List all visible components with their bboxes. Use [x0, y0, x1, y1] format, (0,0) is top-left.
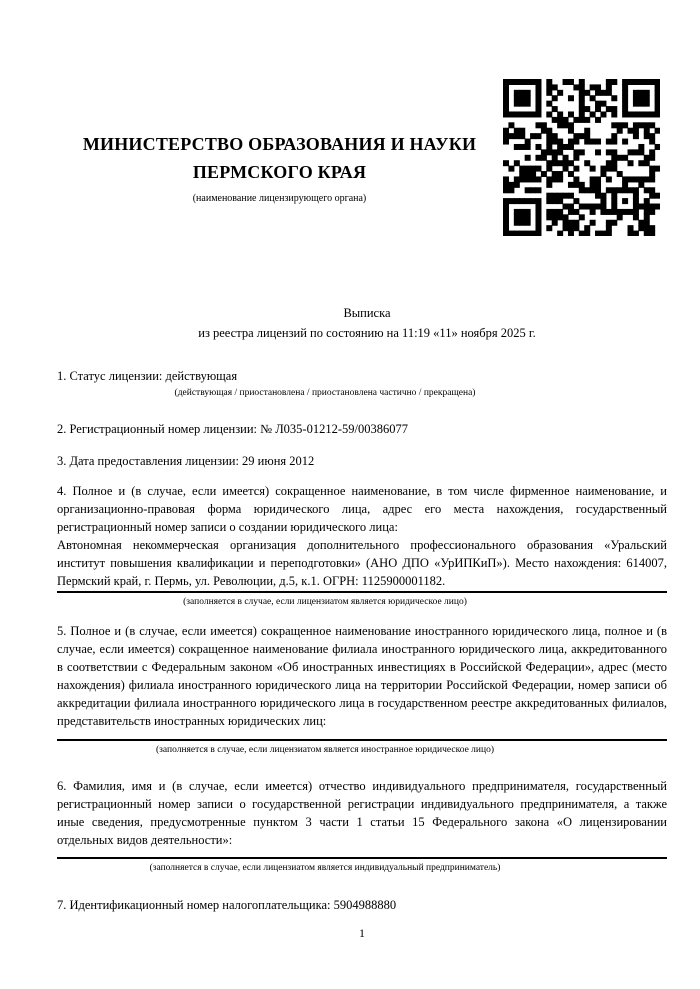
- document-title-line1: Выписка: [343, 306, 391, 320]
- item-legal-entity-info: [57, 482, 667, 609]
- item-individual-entrepreneur-info: [57, 777, 667, 875]
- individual-entrepreneur-note: (заполняется в случае, если лицензиатом является индивидуальный предприниматель): [149, 863, 501, 873]
- page-number: 1: [359, 926, 365, 940]
- license-grant-date-line: 3. Дата предоставления лицензии: 29 июня 2012: [57, 454, 315, 468]
- item-registration-number: [57, 420, 667, 438]
- foreign-entity-note: (заполняется в случае, если лицензиатом является иностранное юридическое лицо): [156, 745, 494, 755]
- taxpayer-id-line: 7. Идентификационный номер налогоплательщика: 5904988880: [57, 898, 397, 912]
- licensing-authority-header: [57, 130, 502, 204]
- item-taxpayer-id: [57, 896, 667, 914]
- ministry-name-line2: ПЕРМСКОГО КРАЯ: [192, 162, 367, 182]
- qr-code-icon: [503, 79, 660, 236]
- fill-in-line: [57, 857, 667, 859]
- legal-entity-note: (заполняется в случае, если лицензиатом является юридическое лицо): [183, 597, 467, 607]
- foreign-entity-label: 5. Полное и (в случае, если имеется) сокращенное наименование иностранного юридического лица, полное и (в случае, если имеется) сокращенное наименование филиала иностранного юридического лица, аккредитованного в соответствии с Федеральным законом «Об иностранных инвестициях в Российской Федерации», адрес (место нахождения) филиала иностранного юридического лица на территории Российской Федерации, номер записи об аккредитации филиала иностранного юридического лица в государственном реестре аккредитованных филиалов, представительств иностранных юридических лиц:: [57, 624, 667, 728]
- individual-entrepreneur-label: 6. Фамилия, имя и (в случае, если имеется) отчество индивидуального предпринимателя, государственный регистрационный номер записи о государственной регистрации индивидуального предпринимателя, а также иные сведения, предусмотренные пунктом 3 части 1 статьи 15 Федерального закона «О лицензировании отдельных видов деятельности»:: [57, 779, 667, 847]
- item-license-grant-date: [57, 452, 667, 470]
- license-status-line: 1. Статус лицензии: действующая: [57, 369, 238, 383]
- item-license-status: [57, 367, 667, 400]
- fill-in-line: [57, 739, 667, 741]
- legal-entity-label: 4. Полное и (в случае, если имеется) сокращенное наименование, в том числе фирменное наименование, и организационно-правовая форма юридического лица, адрес его места нахождения, государственный регистрационный номер записи о создании юридического лица:: [57, 484, 667, 534]
- document-title-line2: из реестра лицензий по состоянию на 11:19 «11» ноября 2025 г.: [198, 326, 536, 340]
- fill-in-line: [57, 591, 667, 593]
- document-title: [57, 303, 677, 343]
- licensing-authority-note: (наименование лицензирующего органа): [192, 193, 367, 204]
- item-foreign-entity-info: [57, 622, 667, 757]
- legal-entity-value: Автономная некоммерческая организация дополнительного профессионального образования «Уральский институт повышения квалификации и переподготовки» (АНО ДПО «УрИПКиП»). Место нахождения: 614007, Пермский край, г. Пермь, ул. Революции, д.5, к.1. ОГРН: 1125900001182.: [57, 538, 667, 588]
- registration-number-line: 2. Регистрационный номер лицензии: № Л035-01212-59/00386077: [57, 422, 408, 436]
- ministry-name: [57, 130, 502, 186]
- license-status-note: (действующая / приостановлена / приостановлена частично / прекращена): [174, 388, 476, 398]
- ministry-name-line1: МИНИСТЕРСТВО ОБРАЗОВАНИЯ И НАУКИ: [82, 134, 477, 154]
